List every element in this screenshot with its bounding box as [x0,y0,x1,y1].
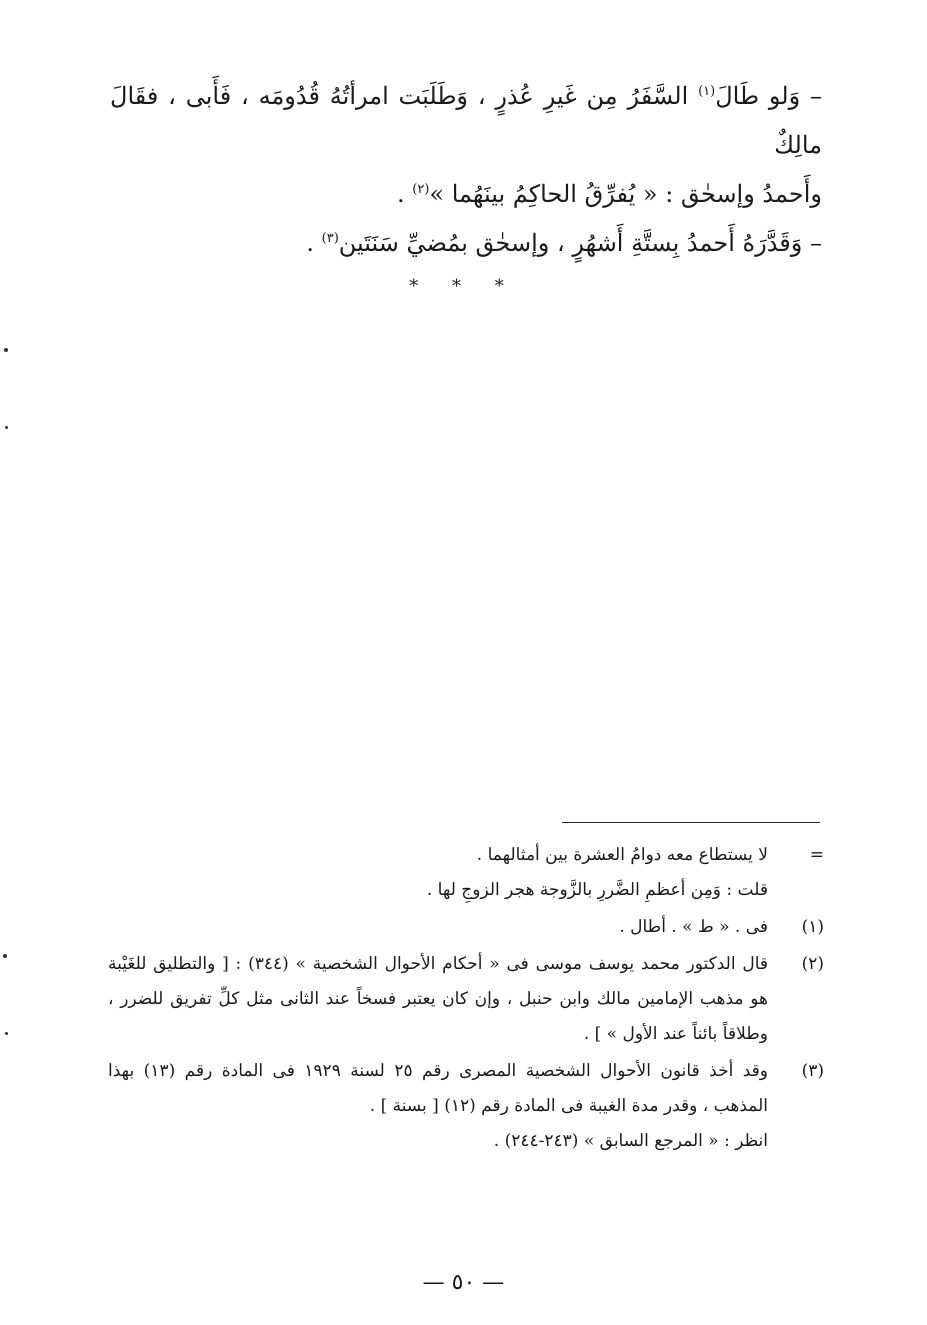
footnote-line: وقد أخذ قانون الأحوال الشخصية المصرى رقم ٢٥ لسنة ١٩٢٩ فى المادة رقم (١٣) بهذا المذهب ، وقدر مدة الغيبة فى المادة رقم (١٢) [ بسنة ] . [108,1061,769,1116]
main-text-segment: – وَلو طَالَ [715,82,822,110]
footnote-body [108,947,768,1052]
main-text [110,72,822,268]
footnote-3 [108,1054,824,1159]
footnote-marker: (٣) [801,1061,824,1081]
footnote-marker: (٢) [801,954,824,974]
footnotes [108,838,824,1161]
main-text-segment: . [397,180,413,208]
page-number: — ٥٠ — [422,1270,505,1295]
footnote-line: فى . « ط » . أطال . [619,917,768,937]
scan-speck [3,954,7,958]
footnote-1 [108,910,824,945]
footnote-ref-2: (٢) [412,182,430,197]
section-separator: * * * [409,276,518,297]
scan-speck [4,348,8,352]
main-text-segment: – وَقَدَّرَهُ أَحمدُ بِستَّةِ أَشهُرٍ ، وإسحٰق بمُضيِّ سَنَتَين [338,229,822,257]
footnote-ref-3: (٣) [321,231,339,246]
footnote-body [108,910,768,945]
footnote-line: لا يستطاع معه دوامُ العشرة بين أمثالهما . [476,845,768,865]
footnote-line: قال الدكتور محمد يوسف موسى فى « أحكام الأحوال الشخصية » (٣٤٤) : [ والتطليق للغَيْبة هو مذهب الإمامين مالك وابن حنبل ، وإن كان يعتبر فسخاً عند الثانى مثل كلِّ تفريق للضرر ، وطلاقاً بائناً عند الأول » ] . [108,954,768,1044]
footnote-ref-1: (١) [698,84,716,99]
footnote-marker: = [809,845,824,865]
footnote-line: انظر : « المرجع السابق » (٢٤٣-٢٤٤) . [493,1131,768,1151]
main-line-3 [110,219,822,268]
main-line-1 [110,72,822,170]
scan-speck [5,426,8,429]
footnote-marker: (١) [801,917,824,937]
footnote-divider [562,822,820,823]
main-text-segment: وأَحمدُ وإسحٰق : « يُفرِّقُ الحاكِمُ بينَهُما » [429,180,822,208]
footnote-body [108,838,768,908]
footnote-body [108,1054,768,1159]
footnote-line: قلت : وَمِن أعظمِ الضَّررِ بالزَّوجة هجر الزوجِ لها . [426,880,768,900]
main-text-segment: . [306,229,322,257]
main-text-segment: السَّفَرُ مِن غَيرِ عُذرٍ ، وَطَلَبَت امرأتُهُ قُدُومَه ، فَأَبى ، فقَالَ مالِكٌ [110,82,822,159]
footnote-continuation [108,838,824,908]
scan-speck [5,1032,8,1035]
footnote-2 [108,947,824,1052]
main-line-2 [110,170,822,219]
